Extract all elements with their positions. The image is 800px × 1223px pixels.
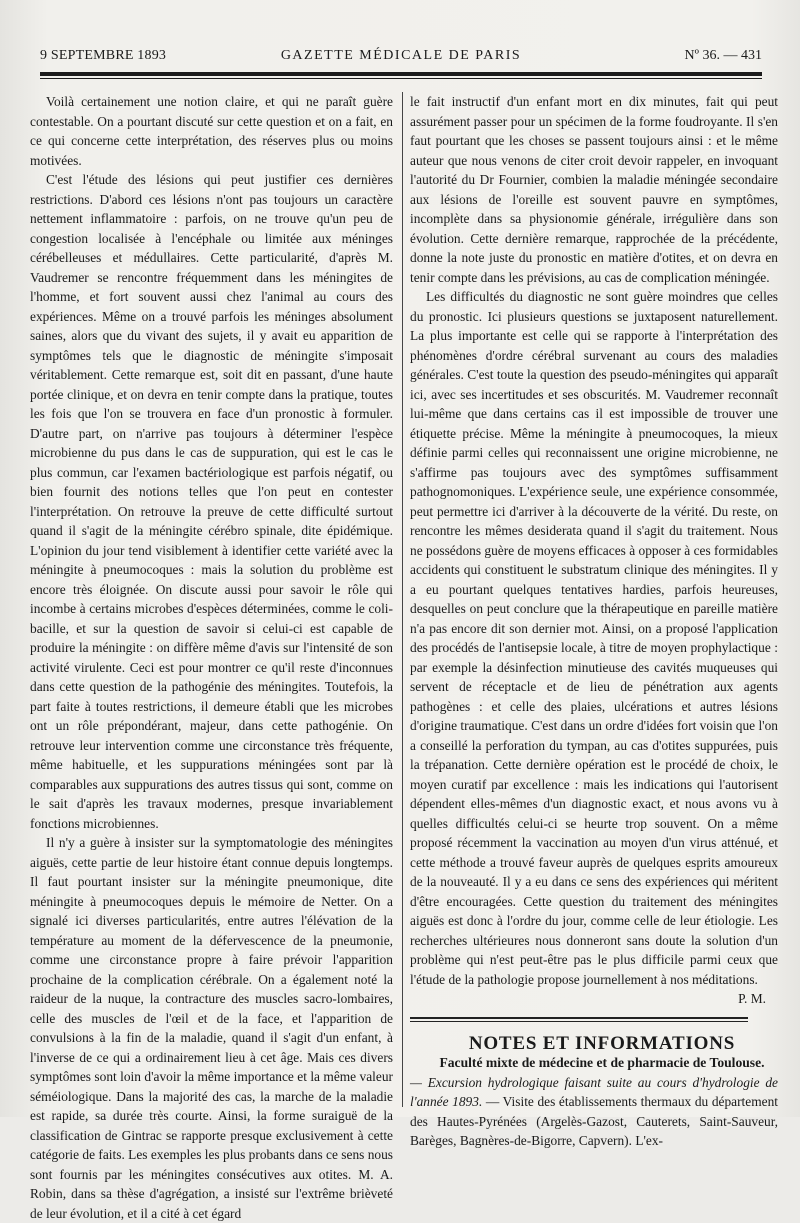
header-thick-rule [40,72,762,76]
column-divider [402,92,403,1107]
section-entry [410,1073,778,1151]
entry-body: — Visite des établissements thermaux du département des Hautes-Pyrénées (Argelès-Gazost, Cauterets, Saint-Sauveur, Barèges, Bagnères-de-Bigorre, Capvern). L'ex- [410,1094,778,1148]
entry-italic-lead: — Excursion hydrologique faisant suite au cours d'hydrologie de l'année 1893. [410,1074,778,1109]
section-rule-bottom [410,1021,748,1022]
right-paragraph-1: le fait instructif d'un enfant mort en dix minutes, fait qui peut assurément passer pour un spécimen de la forme foudroyante. Il s'en faut pourtant que les choses se passent toujours ainsi : et le même auteur que nous venons de citer croit devoir rappeler, en invoquant l'autorité du Dr Fournier, combien la maladie méningée secondaire aux lésions de l'oreille est souvent pauvre en symptômes, incomplète dans sa physionomie générale, irrégulière dans son évolution. Cette dernière remarque, rapprochée de la précédente, donne la note juste du pronostic en matière d'otites, et on devra en tenir compte dans les prévisions, au cas de complication méningée. [410,94,778,285]
left-paragraph-1: Voilà certainement une notion claire, et qui ne paraît guère contestable. On a pourtant discuté sur cette question et on a fait, en ce qui concerne cette interprétation, des réserves plus ou moins motivées. [30,94,393,168]
issue-date: 9 SEPTEMBRE 1893 [40,48,167,63]
section-subhead: Faculté mixte de médecine et de pharmacie de Toulouse. [439,1055,765,1070]
section-title: NOTES ET INFORMATIONS [468,1032,736,1054]
right-column [410,92,778,1151]
section-rule-top [410,1017,748,1019]
page-header [40,48,762,70]
right-paragraph-2: Les difficultés du diagnostic ne sont guère moindres que celles du pronostic. Ici plusieurs questions se juxtaposent naturellement. La plus importante est celle qui se rapporte à l'interprétation des phénomènes d'ordre cérébral survenant au cours des maladies générales. C'est toute la question des pseudo-méningites qui apparaît ici, avec ses incertitudes et ses obscurités. M. Vaudremer reconnaît lui-même que dans certains cas il est impossible de trouver une étiquette précise. Même la méningite à pneumocoques, la mieux définie parmi celles qui reconnaissent une origine microbienne, ne s'affirme pas toujours avec des symptômes suffisamment pathognomoniques. L'expérience seule, une expérience consommée, peut permettre ici d'arriver à la découverte de la vérité. Du reste, on rencontre les mêmes desiderata quand il s'agit du traitement. Nous ne possédons guère de moyens efficaces à opposer à ces formidables accidents qui constituent le substratum clinique des méningites. Il y a eu pourtant quelques tentatives hardies, parfois heureuses, desquelles on peut conclure que la thérapeutique en pareille matière n'a pas encore dit son dernier mot. Ainsi, on a proposé l'application des procédés de l'antisepsie locale, à titre de moyen prophylactique : par exemple la désinfection minutieuse des cavités muqueuses qui servent de réceptacle et de lieu de pénétration aux agents pathogènes : et celle des plaies, ulcérations et autres lésions d'origine traumatique. C'est dans un ordre d'idées fort voisin que l'on a conseillé la perforation du tympan, au cas d'otites suppurées, puis la trépanation. Cette dernière opération est le procédé de choix, le moyen curatif par excellence : mais les indications qui l'autorisent dépendent elles-mêmes d'un diagnostic exact, et nous avons vu à quelles difficultés celui-ci se heurte trop souvent. On a même proposé récemment la vaccination au moyen d'un virus atténué, et cette méthode a trouvé faveur auprès de quelques esprits amoureux de la nouveauté. Il y a eu dans ce sens des expériences qui méritent d'être encouragées. Cette question du traitement des méningites aiguës est donc à l'ordre du jour, comme celle de leur étiologie. Les recherches ultérieures nous donneront sans doute la solution d'un problème qui n'est peut-être pas le plus difficile parmi ceux que l'étude de la pathologie propose journellement à nos méditations. [410,289,778,987]
left-column [30,92,393,1223]
header-thin-rule [40,78,762,79]
issue-page-number: Nº 36. — 431 [684,48,762,63]
left-paragraph-2: C'est l'étude des lésions qui peut justifier ces dernières restrictions. D'abord ces lésions n'ont pas toujours un caractère nettement inflammatoire : parfois, on ne trouve qu'un peu de congestion localisée à l'encéphale ou limitée aux méninges cérébelleuses et médullaires. Cette particularité, d'après M. Vaudremer se rencontre fréquemment dans les méningites de l'homme, et fort souvent aussi chez l'animal au cours des expériences. Même on a trouvé parfois les méninges absolument saines, alors que du vivant des sujets, il y avait eu apparition de symptômes tels que le diagnostic de méningite s'imposait véritablement. Cette remarque est, soit dit en passant, d'une haute portée clinique, et on devra en tenir compte dans la pratique, toutes les fois que l'on se trouvera en face d'un pronostic à formuler. D'autre part, on n'arrive pas toujours à déterminer l'espèce microbienne du pus dans le cas de suppuration, qui est le cas le plus commun, car l'examen bactériologique est parfois négatif, ou bien fournit des notions telles que l'on peut en contester l'interprétation. On retrouve la preuve de cette difficulté surtout quand il s'agit de la méningite cérébro spinale, dite épidémique. L'opinion du jour tend visiblement à identifier cette variété avec la méningite à pneumocoques : mais la solution du problème est encore très éloignée. On discute aussi pour savoir le rôle qui incombe à certains microbes d'espèces déterminées, comme le coli-bacille, et sur la question de savoir si celui-ci est capable de produire la méningite : on diffère même d'avis sur l'intensité de son activité virulente. Ceci est pour montrer ce qu'il reste d'inconnues dans cette question de la pathogénie des méningites. Toutefois, la part faite à toutes restrictions, il demeure établi que les microbes ont un rôle prépondérant, majeur, dans cette pathogénie. On retrouve leur intervention comme une circonstance très fréquente, même habituelle, et les suppurations méningées sont par là comparables aux suppurations des autres tissus qui sont, comme on le sait d'après les travaux modernes, presque invariablement fonctions microbiennes. [30,172,393,831]
article-signature: P. M. [738,991,766,1006]
journal-title: GAZETTE MÉDICALE DE PARIS [280,48,522,63]
left-paragraph-3: Il n'y a guère à insister sur la symptomatologie des méningites aiguës, cette partie de leur histoire étant connue depuis longtemps. Il faut pourtant insister sur la méningite pneumonique, dite méningite à pneumocoques depuis le mémoire de Netter. On a signalé ici diverses particularités, entre autres l'élévation de la température au moment de la défervescence de la pneumonie, comme une circonstance propre à faire prévoir l'apparition prochaine de la complication cérébrale. On a également noté la raideur de la nuque, la contracture des muscles sacro-lombaires, celle des muscles de l'œil et de la face, et l'apparition de convulsions à la fin de la maladie, quand il s'agit d'un enfant, à l'inverse de ce qui a ordinairement lieu à cet âge. Mais ces divers symptômes sont loin d'avoir la même importance et la même valeur séméiologique. Dans la majorité des cas, la marche de la maladie est rapide, sa durée très courte. Ainsi, la forme suraiguë de la classification de Gintrac se rapporte presque exclusivement à cette catégorie de faits. Les exemples les plus probants dans ce sens nous sont fournis par les méningites consécutives aux otites. M. A. Robin, dans sa thèse d'agrégation, a insisté sur l'extrême brièveté de leur évolution, et il a cité à cet égard [30,835,393,1221]
